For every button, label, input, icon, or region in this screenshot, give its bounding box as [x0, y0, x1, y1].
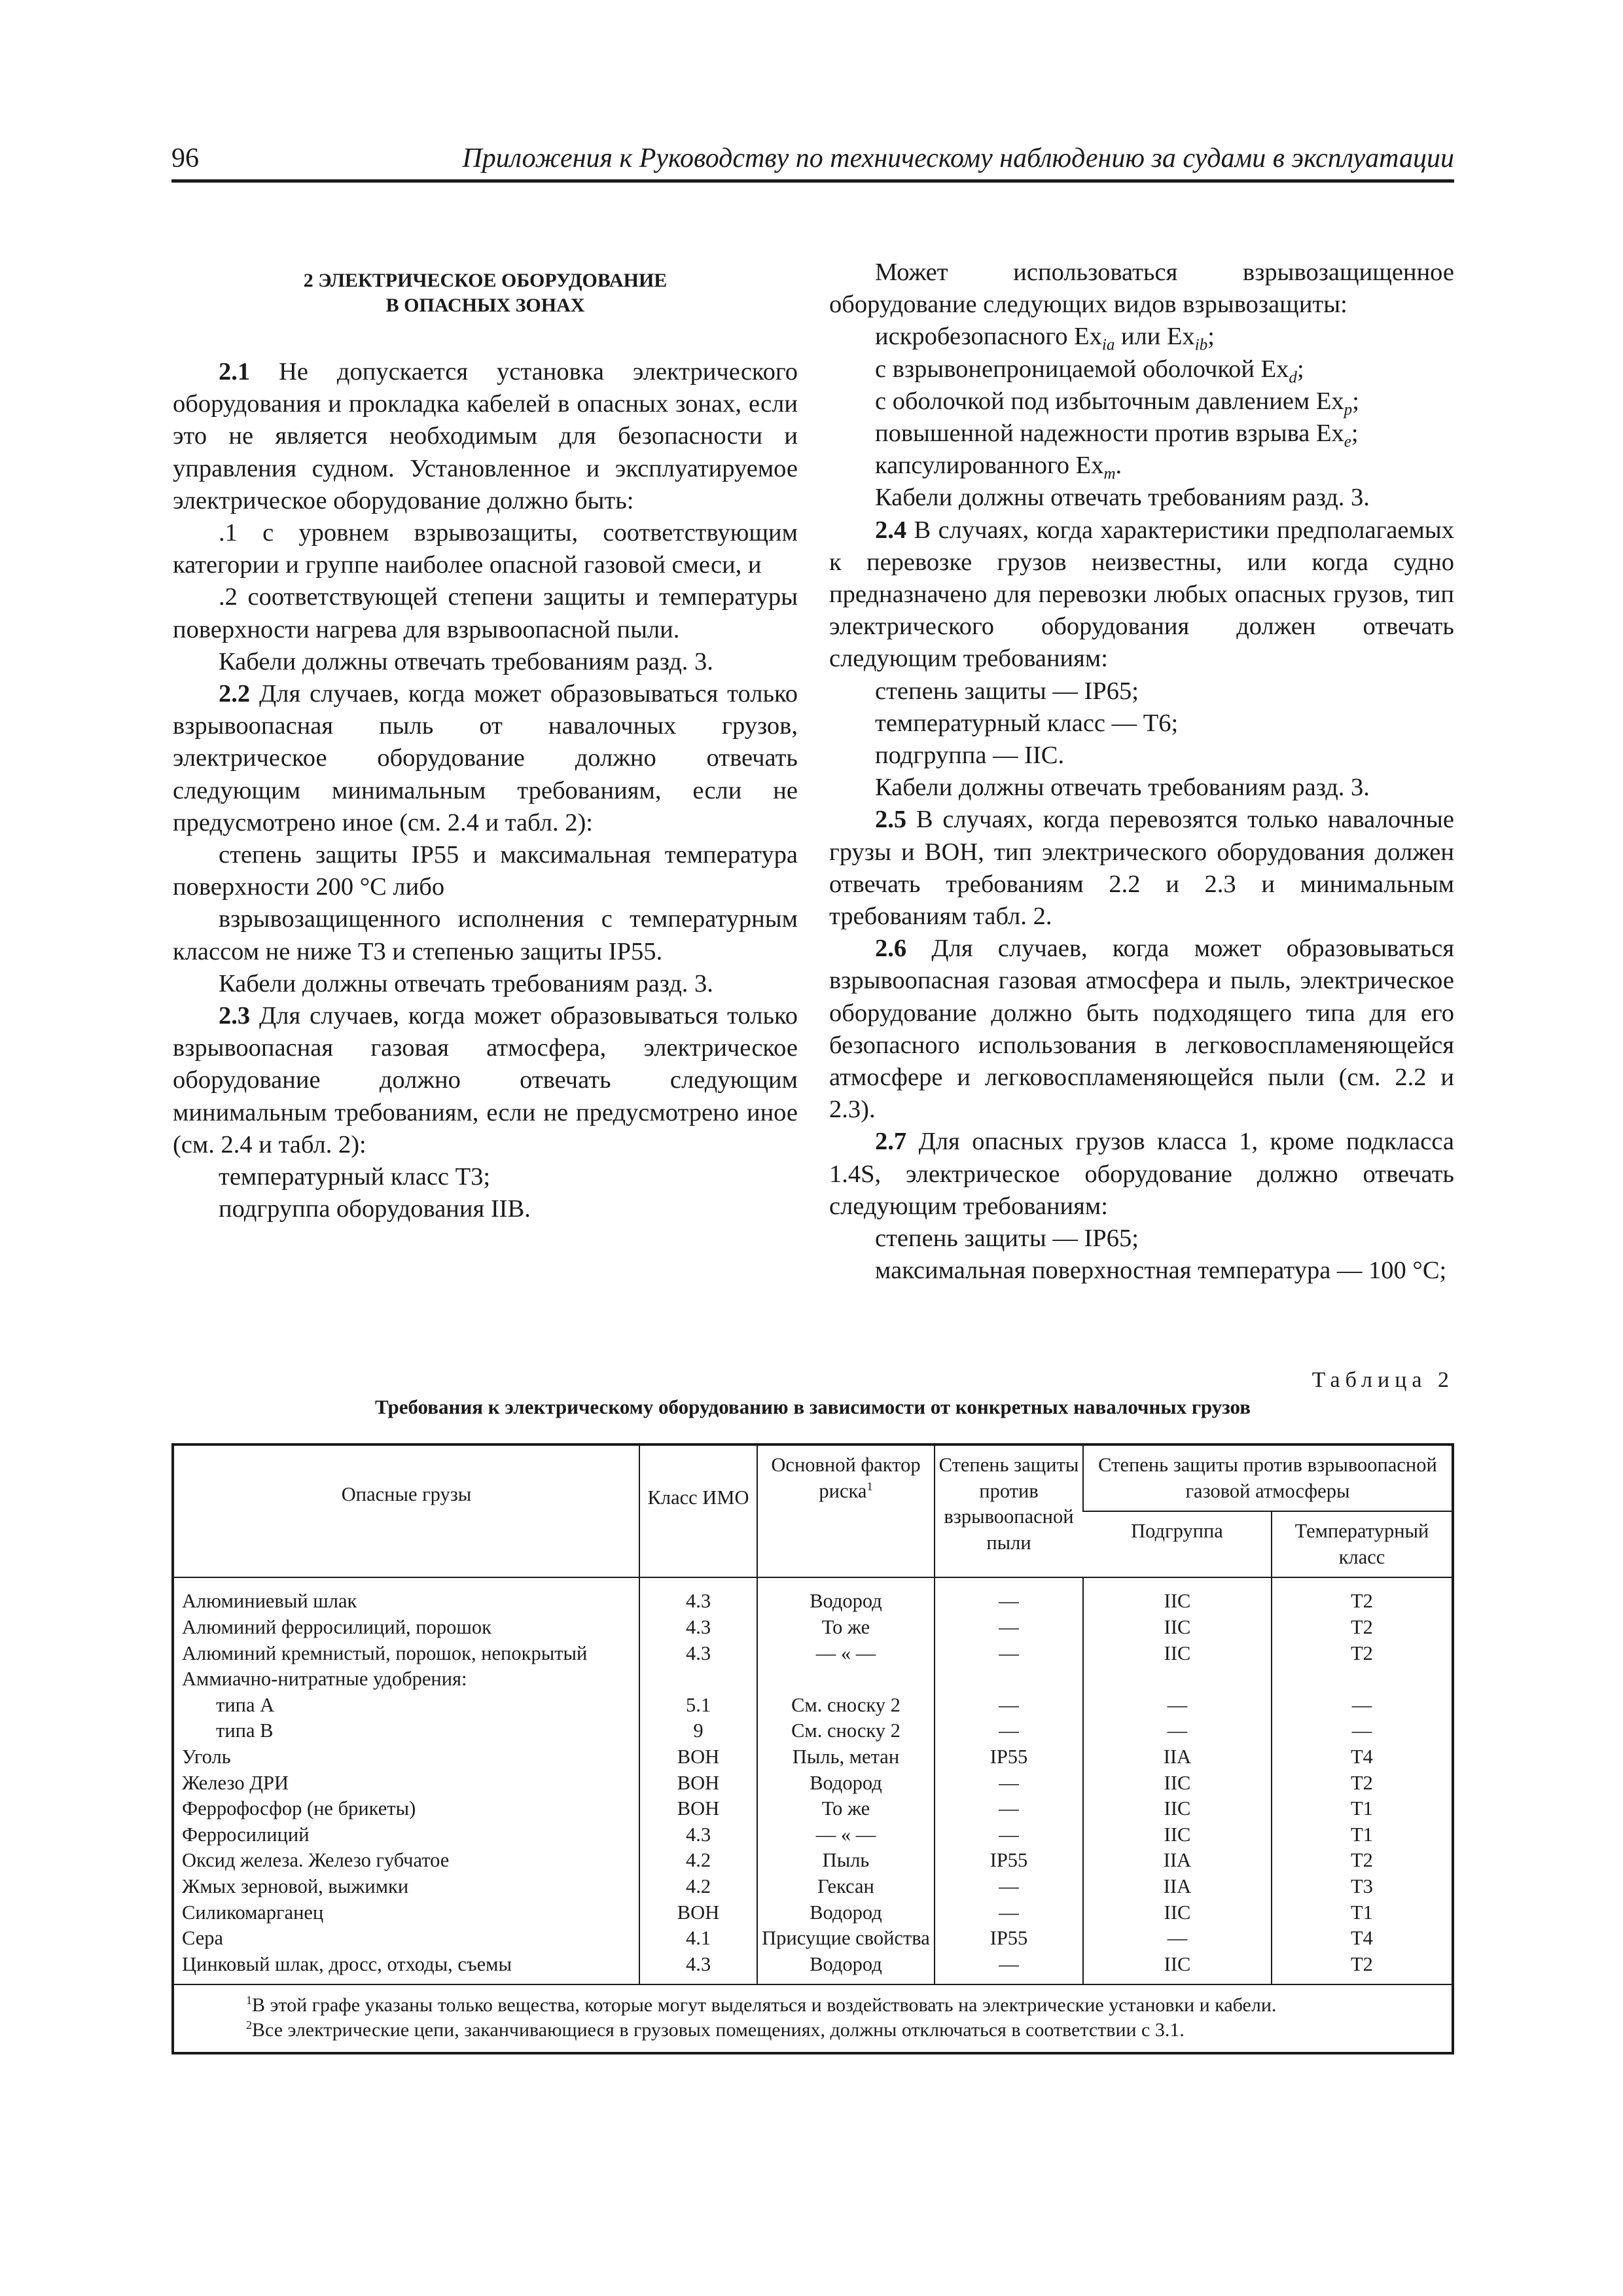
cell-cargo: типа В: [216, 1719, 274, 1742]
cell-subgroup: IIC: [1083, 1615, 1272, 1641]
paragraph-number: 2.6: [875, 935, 907, 963]
cell-risk: Пыль: [757, 1848, 935, 1874]
ex-subscript: d: [1289, 368, 1297, 387]
cell-imo-class: 4.2: [639, 1848, 757, 1874]
requirement-line: степень защиты IP55 и максимальная температура поверхности 200 °С либо: [173, 841, 798, 901]
cell-subgroup: —: [1083, 1718, 1272, 1744]
cell-dust-protection: —: [935, 1796, 1083, 1822]
cell-imo-class: 4.3: [639, 1822, 757, 1848]
cell-risk: Присущие свойства: [757, 1926, 935, 1952]
header-imo-class: Класс ИМО: [639, 1446, 757, 1577]
section-title: [173, 268, 798, 318]
cell-cargo: Уголь: [182, 1745, 231, 1768]
cell-imo-class: 4.3: [639, 1641, 757, 1667]
table-row: [174, 1641, 1452, 1667]
list-item-2: .2 соответствующей степени защиты и температуры поверхности нагрева для взрывоопасной пыли.: [173, 583, 798, 643]
section-title-line2: В ОПАСНЫХ ЗОНАХ: [385, 295, 585, 316]
requirement-line: степень защиты — IP65;: [875, 677, 1139, 705]
cell-imo-class: [639, 1666, 757, 1693]
cell-imo-class: 4.3: [639, 1952, 757, 1984]
cell-dust-protection: —: [935, 1874, 1083, 1900]
requirement-line: максимальная поверхностная температура — 100 °С;: [875, 1257, 1447, 1285]
requirement-line: подгруппа — IIC.: [875, 742, 1065, 770]
requirement-line: степень защиты — IP65;: [875, 1225, 1139, 1253]
cell-subgroup: IIA: [1083, 1848, 1272, 1874]
ex-text: ;: [1351, 420, 1359, 448]
requirement-line: взрывозащищенного исполнения с температурным классом не ниже Т3 и степенью защиты IP55.: [173, 905, 798, 965]
ex-text: ;: [1352, 387, 1359, 415]
cell-imo-class: 4.3: [639, 1615, 757, 1641]
table-row: [174, 1718, 1452, 1744]
cell-cargo: Цинковый шлак, дросс, отходы, съемы: [182, 1952, 512, 1975]
cell-subgroup: IIA: [1083, 1874, 1272, 1900]
header-temp-class: Температурный класс: [1272, 1511, 1452, 1577]
cell-subgroup: IIC: [1083, 1641, 1272, 1667]
footnote-1: [246, 1993, 1452, 2018]
table-row: [174, 1770, 1452, 1797]
page-number: 96: [171, 143, 199, 173]
table-label: Таблица 2: [1311, 1368, 1454, 1392]
footnote-mark: 1: [866, 1479, 873, 1493]
cell-cargo: Аммиачно-нитратные удобрения:: [182, 1668, 467, 1691]
page-header: [171, 143, 1454, 183]
cell-dust-protection: —: [935, 1615, 1083, 1641]
ex-text: ;: [1296, 355, 1304, 383]
cell-subgroup: IIA: [1083, 1744, 1272, 1770]
ex-protection-line: [829, 321, 1454, 353]
paragraph-text: Для случаев, когда может образовываться взрывоопасная газовая атмосфера и пыль, электрическое оборудование должно быть подходящего типа для его безопасного использования в легковоспламеняющейся атмосфере и легковоспламеняющейся пыли (см. 2.2 и 2.3).: [829, 935, 1454, 1124]
cargo-table-grid: [174, 1446, 1452, 1984]
cell-risk: То же: [757, 1796, 935, 1822]
cell-risk: Водород: [757, 1952, 935, 1984]
right-column: [829, 257, 1454, 1287]
cell-temp-class: Т2: [1272, 1770, 1452, 1797]
cell-imo-class: ВОН: [639, 1744, 757, 1770]
cell-imo-class: ВОН: [639, 1796, 757, 1822]
cell-cargo: Оксид железа. Железо губчатое: [182, 1849, 450, 1872]
cables-note: Кабели должны отвечать требованиям разд. 3.: [219, 969, 713, 997]
cell-dust-protection: IP55: [935, 1744, 1083, 1770]
cell-cargo: Феррофосфор (не брикеты): [182, 1797, 416, 1820]
cell-temp-class: Т3: [1272, 1874, 1452, 1900]
cell-risk: Гексан: [757, 1874, 935, 1900]
ex-text: с оболочкой под избыточным давлением Ex: [875, 387, 1344, 415]
requirement-line: температурный класс — Т6;: [875, 709, 1179, 737]
ex-protection-line: [829, 418, 1454, 450]
cell-risk: См. сноску 2: [757, 1718, 935, 1744]
cell-risk: Пыль, метан: [757, 1744, 935, 1770]
table-row: [174, 1796, 1452, 1822]
left-column: [173, 257, 798, 1225]
ex-subscript: ia: [1101, 336, 1115, 355]
ex-text: искробезопасного Ex: [875, 323, 1102, 351]
paragraph-2-1: [173, 356, 798, 517]
table-row: [174, 1822, 1452, 1848]
paragraph-text: Для опасных грузов класса 1, кроме подкласса 1.4S, электрическое оборудование должно отвечать следующим требованиям:: [829, 1128, 1454, 1220]
header-dust-protection: Степень защиты против взрывоопасной пыли: [935, 1446, 1083, 1577]
table-row: [174, 1666, 1452, 1693]
cell-dust-protection: —: [935, 1693, 1083, 1719]
table-caption: Требования к электрическому оборудованию в зависимости от конкретных навалочных грузов: [374, 1395, 1251, 1418]
table-row: [174, 1744, 1452, 1770]
cell-dust-protection: —: [935, 1822, 1083, 1848]
cell-risk: Водород: [757, 1577, 935, 1615]
cell-dust-protection: —: [935, 1641, 1083, 1667]
paragraph-text: Для случаев, когда может образовываться только взрывоопасная пыль от навалочных грузов, электрическое оборудование должно отвечать следующим минимальным требованиям, если не предусмотрено иное (см. 2.4 и табл. 2):: [173, 680, 798, 836]
cell-risk: Водород: [757, 1900, 935, 1926]
paragraph-text: Для случаев, когда может образовываться только взрывоопасная газовая атмосфера, электрическое оборудование должно отвечать следующим минимальным требованиям, если не предусмотрено иное (см. 2.4 и табл. 2):: [173, 1002, 798, 1158]
cell-risk: [757, 1666, 935, 1693]
ex-subscript: ib: [1194, 336, 1208, 355]
footnote-mark: 2: [246, 2018, 252, 2032]
table-row: [174, 1848, 1452, 1874]
header-subgroup: Подгруппа: [1083, 1511, 1272, 1577]
cell-temp-class: Т2: [1272, 1615, 1452, 1641]
table-body: [174, 1577, 1452, 1984]
cell-dust-protection: IP55: [935, 1848, 1083, 1874]
cell-subgroup: IIC: [1083, 1900, 1272, 1926]
cell-imo-class: 9: [639, 1718, 757, 1744]
paragraph-text: В случаях, когда перевозятся только навалочные грузы и ВОН, тип электрического оборудования должен отвечать требованиям 2.2 и 2.3 и минимальным требованиям табл. 2.: [829, 806, 1454, 931]
cell-subgroup: —: [1083, 1926, 1272, 1952]
list-item-1: .1 с уровнем взрывозащиты, соответствующим категории и группе наиболее опасной газовой смеси, и: [173, 519, 798, 579]
cell-cargo: Алюминий ферросилиций, порошок: [182, 1615, 491, 1638]
paragraph-number: 2.1: [219, 358, 251, 386]
paragraph-text: Не допускается установка электрического оборудования и прокладка кабелей в опасных зонах, если это не является необходимым для безопасности и управления судном. Установленное и эксплуатируемое электрическое оборудование должно быть:: [173, 358, 798, 514]
footnote-2: [246, 2018, 1452, 2043]
cell-temp-class: Т2: [1272, 1952, 1452, 1984]
cell-risk: Водород: [757, 1770, 935, 1797]
cell-imo-class: ВОН: [639, 1770, 757, 1797]
ex-subscript: e: [1344, 433, 1351, 451]
cables-note: Кабели должны отвечать требованиям разд. 3.: [875, 484, 1370, 512]
table-row: [174, 1900, 1452, 1926]
cell-imo-class: ВОН: [639, 1900, 757, 1926]
cell-subgroup: —: [1083, 1693, 1272, 1719]
cell-cargo: Сера: [182, 1927, 224, 1950]
cell-dust-protection: —: [935, 1900, 1083, 1926]
requirement-line: температурный класс Т3;: [219, 1163, 491, 1191]
ex-subscript: m: [1103, 465, 1116, 483]
paragraph-text: В случаях, когда характеристики предполагаемых к перевозке грузов неизвестны, или когда судно предназначено для перевозки любых опасных грузов, тип электрического оборудования должен отвечать следующим требованиям:: [829, 516, 1454, 673]
cell-imo-class: 4.3: [639, 1577, 757, 1615]
running-title: Приложения к Руководству по техническому наблюдению за судами в эксплуатации: [462, 143, 1454, 173]
cell-temp-class: Т2: [1272, 1848, 1452, 1874]
cell-subgroup: IIC: [1083, 1770, 1272, 1797]
cell-subgroup: IIC: [1083, 1952, 1272, 1984]
paragraph-number: 2.7: [875, 1128, 907, 1156]
paragraph-number: 2.5: [875, 806, 907, 834]
cell-cargo: типа А: [216, 1693, 275, 1716]
requirement-line: подгруппа оборудования IIB.: [219, 1195, 531, 1223]
cell-dust-protection: [935, 1666, 1083, 1693]
cell-cargo: Алюминий кремнистый, порошок, непокрытый: [182, 1641, 588, 1664]
cell-dust-protection: —: [935, 1770, 1083, 1797]
paragraph-2-6: [829, 933, 1454, 1126]
cell-temp-class: Т2: [1272, 1577, 1452, 1615]
cell-cargo: Алюминиевый шлак: [182, 1590, 357, 1613]
cell-temp-class: Т4: [1272, 1744, 1452, 1770]
paragraph-number: 2.2: [219, 680, 251, 708]
cell-subgroup: IIC: [1083, 1577, 1272, 1615]
cables-note: Кабели должны отвечать требованиям разд. 3.: [875, 774, 1370, 802]
ex-text: повышенной надежности против взрыва Ex: [875, 420, 1344, 448]
cell-imo-class: 5.1: [639, 1693, 757, 1719]
cables-note: Кабели должны отвечать требованиям разд. 3.: [219, 647, 713, 675]
cell-risk: — « —: [757, 1641, 935, 1667]
cell-dust-protection: IP55: [935, 1926, 1083, 1952]
table-row: [174, 1615, 1452, 1641]
paragraph-2-4: [829, 514, 1454, 675]
cell-imo-class: 4.2: [639, 1874, 757, 1900]
footnote-text: Все электрические цепи, заканчивающиеся в грузовых помещениях, должны отключаться в соответствии с 3.1.: [252, 2019, 1185, 2041]
table-row: [174, 1693, 1452, 1719]
cell-dust-protection: —: [935, 1577, 1083, 1615]
section-title-line1: 2 ЭЛЕКТРИЧЕСКОЕ ОБОРУДОВАНИЕ: [303, 270, 668, 291]
table-row: [174, 1577, 1452, 1615]
ex-subscript: p: [1344, 401, 1353, 419]
table-row: [174, 1952, 1452, 1984]
cell-imo-class: 4.1: [639, 1926, 757, 1952]
ex-protection-line: [829, 450, 1454, 482]
paragraph-2-5: [829, 804, 1454, 933]
ex-text: с взрывонепроницаемой оболочкой Ex: [875, 355, 1289, 383]
cell-subgroup: IIC: [1083, 1796, 1272, 1822]
header-cargo: Опасные грузы: [174, 1446, 639, 1577]
cell-dust-protection: —: [935, 1952, 1083, 1984]
ex-text: или Ex: [1115, 323, 1195, 351]
ex-text: ;: [1207, 323, 1215, 351]
cargo-table: [171, 1443, 1454, 2054]
cell-risk: — « —: [757, 1822, 935, 1848]
cell-temp-class: Т2: [1272, 1641, 1452, 1667]
ex-protection-line: [829, 386, 1454, 418]
footnote-mark: 1: [246, 1994, 252, 2007]
cell-dust-protection: —: [935, 1718, 1083, 1744]
cell-cargo: Железо ДРИ: [182, 1771, 289, 1794]
cell-subgroup: [1083, 1666, 1272, 1693]
ex-text: капсулированного Ex: [875, 452, 1104, 480]
cell-cargo: Ферросилиций: [182, 1823, 310, 1846]
ex-protection-line: [829, 353, 1454, 386]
cell-risk: То же: [757, 1615, 935, 1641]
cell-cargo: Силикомарганец: [182, 1901, 324, 1924]
paragraph-2-3: [173, 1000, 798, 1161]
cell-cargo: Жмых зерновой, выжимки: [182, 1874, 409, 1897]
cell-temp-class: —: [1272, 1693, 1452, 1719]
cell-subgroup: IIC: [1083, 1822, 1272, 1848]
paragraph-2-7: [829, 1126, 1454, 1223]
paragraph-2-2: [173, 678, 798, 839]
cell-temp-class: Т1: [1272, 1796, 1452, 1822]
cell-temp-class: Т4: [1272, 1926, 1452, 1952]
intro-paragraph: Может использоваться взрывозащищенное оборудование следующих видов взрывозащиты:: [829, 259, 1454, 319]
cell-temp-class: Т1: [1272, 1822, 1452, 1848]
header-risk: [757, 1446, 935, 1577]
cell-temp-class: [1272, 1666, 1452, 1693]
header-risk-text: Основной фактор риска: [771, 1454, 921, 1502]
paragraph-number: 2.4: [875, 516, 907, 544]
paragraph-number: 2.3: [219, 1002, 251, 1030]
ex-text: .: [1115, 452, 1122, 480]
footnote-text: В этой графе указаны только вещества, которые могут выделяться и воздействовать на электрические установки и кабели.: [252, 1994, 1277, 2017]
cell-temp-class: Т1: [1272, 1900, 1452, 1926]
cell-temp-class: —: [1272, 1718, 1452, 1744]
table-footnotes: [174, 1984, 1452, 2052]
header-gas-protection: Степень защиты против взрывоопасной газовой атмосферы: [1083, 1446, 1452, 1511]
cell-risk: См. сноску 2: [757, 1693, 935, 1719]
table-row: [174, 1926, 1452, 1952]
table-row: [174, 1874, 1452, 1900]
